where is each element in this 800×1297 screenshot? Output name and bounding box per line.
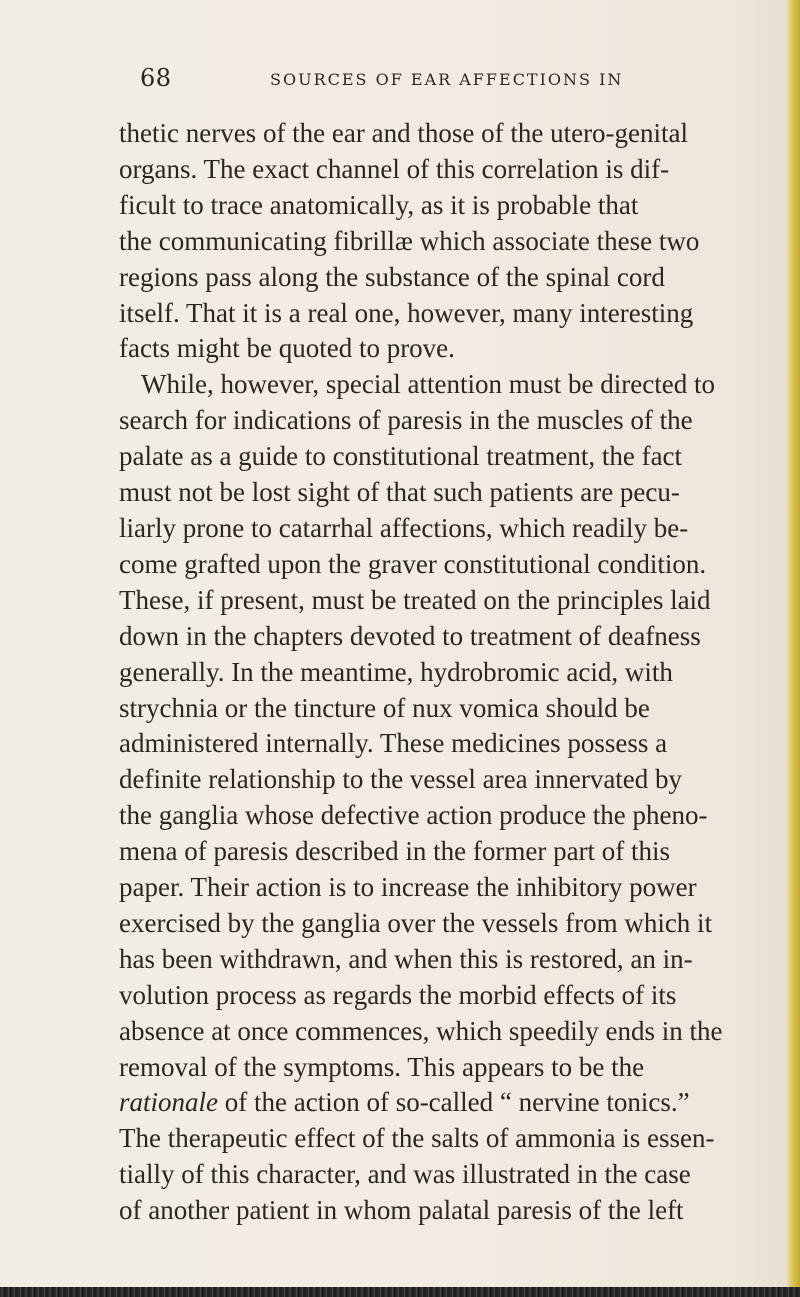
text-line: paper. Their action is to increase the inhibitory power	[119, 872, 697, 903]
text-line: must not be lost sight of that such patients are pecu-	[119, 477, 680, 508]
text-line: the ganglia whose defective action produce the pheno-	[119, 800, 708, 831]
text-line: search for indications of paresis in the muscles of the	[119, 405, 693, 436]
text-line: regions pass along the substance of the spinal cord	[119, 261, 665, 292]
text-line: ficult to trace anatomically, as it is probable that	[119, 189, 639, 220]
page-header	[140, 64, 760, 94]
text-line: absence at once commences, which speedily ends in the	[119, 1015, 723, 1046]
text-line: mena of paresis described in the former part of this	[119, 836, 671, 867]
text-line: has been withdrawn, and when this is restored, an in-	[119, 943, 693, 974]
page-edge-bottom	[0, 1287, 800, 1297]
text-line: the communicating fibrillæ which associate these two	[119, 225, 700, 256]
text-line: exercised by the ganglia over the vessels from which it	[119, 907, 713, 938]
body-text	[119, 116, 739, 1229]
text-line-with-italic	[119, 1085, 739, 1121]
italic-word: rationale	[119, 1087, 218, 1118]
text-line: facts might be quoted to prove.	[119, 333, 455, 364]
text-line: removal of the symptoms. This appears to be the	[119, 1051, 645, 1082]
text-line: itself. That it is a real one, however, many interesting	[119, 297, 694, 328]
text-line: administered internally. These medicines possess a	[119, 728, 668, 759]
text-line: thetic nerves of the ear and those of the utero-genital	[119, 118, 689, 148]
text-line: palate as a guide to constitutional treatment, the fact	[119, 441, 683, 472]
text-line: down in the chapters devoted to treatment of deafness	[119, 620, 701, 651]
text-line: come grafted upon the graver constitutional condition.	[119, 548, 707, 579]
paragraph-start-line: While, however, special attention must be directed to	[141, 369, 715, 400]
text-line: strychnia or the tincture of nux vomica should be	[119, 692, 650, 723]
text-line: of another patient in whom palatal paresis of the left	[119, 1195, 684, 1226]
page-edge-right	[786, 0, 800, 1297]
text-line: generally. In the meantime, hydrobromic acid, with	[119, 656, 673, 687]
text-line: organs. The exact channel of this correlation is dif-	[119, 153, 670, 184]
page-number: 68	[140, 64, 172, 92]
text-line: liarly prone to catarrhal affections, which readily be-	[119, 512, 689, 543]
text-line: These, if present, must be treated on the principles laid	[119, 584, 711, 615]
text-line: definite relationship to the vessel area innervated by	[119, 764, 683, 795]
running-head: SOURCES OF EAR AFFECTIONS IN	[270, 70, 624, 89]
text-line: tially of this character, and was illustrated in the case	[119, 1159, 691, 1190]
text-line: volution process as regards the morbid effects of its	[119, 979, 677, 1010]
text-line: The therapeutic effect of the salts of ammonia is essen-	[119, 1123, 715, 1154]
text-line-rest: of the action of so-called “ nervine tonics.”	[218, 1087, 690, 1118]
